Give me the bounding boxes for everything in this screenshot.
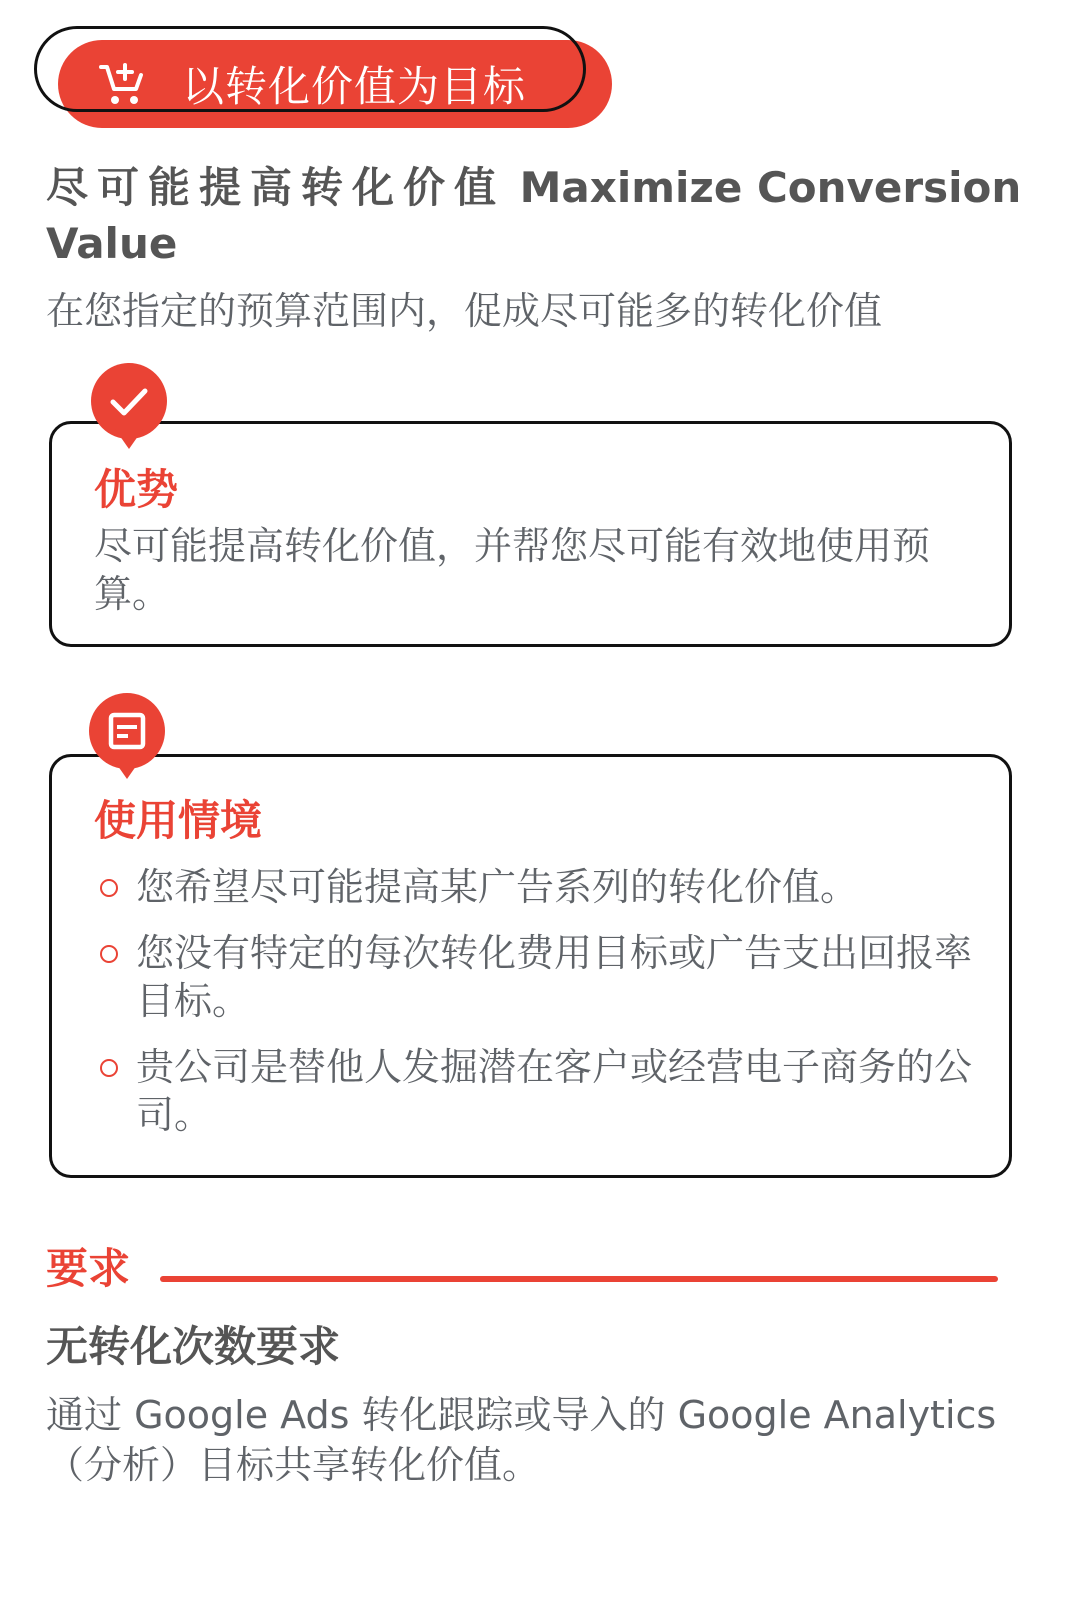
advantages-card <box>49 421 1012 647</box>
list-item <box>94 1043 974 1139</box>
shopping-cart-add-icon <box>98 61 144 107</box>
goal-badge <box>34 26 614 130</box>
requirements-body: 通过 Google Ads 转化跟踪或导入的 Google Analytics（分析）目标共享转化价值。 <box>46 1393 997 1487</box>
checkmark-icon <box>91 363 167 453</box>
bullet-ring-icon <box>100 1059 118 1077</box>
badge-content <box>98 40 526 128</box>
page-title-en: Maximize Conversion Value <box>46 163 1022 268</box>
use-cases-list <box>94 863 974 1157</box>
badge-label: 以转化价值为目标 <box>182 62 527 111</box>
page-title-cjk: 尽可能提高转化价值 <box>46 163 506 212</box>
list-item <box>94 863 974 911</box>
page-title <box>46 160 1046 272</box>
bullet-ring-icon <box>100 879 118 897</box>
list-item-text: 您希望尽可能提高某广告系列的转化价值。 <box>136 865 859 909</box>
use-cases-heading: 使用情境 <box>94 796 263 845</box>
page-subtitle: 在您指定的预算范围内，促成尽可能多的转化价值 <box>46 289 883 333</box>
advantages-heading: 优势 <box>94 465 179 514</box>
document-icon <box>89 693 165 783</box>
bullet-ring-icon <box>100 945 118 963</box>
list-item-text: 贵公司是替他人发掘潜在客户或经营电子商务的公司。 <box>136 1045 973 1137</box>
list-item <box>94 929 974 1025</box>
use-cases-card <box>49 754 1012 1178</box>
list-item-text: 您没有特定的每次转化费用目标或广告支出回报率目标。 <box>136 931 973 1023</box>
requirements-title: 无转化次数要求 <box>46 1322 341 1371</box>
section-divider <box>160 1276 998 1282</box>
advantages-body: 尽可能提高转化价值，并帮您尽可能有效地使用预算。 <box>94 524 931 616</box>
requirements-heading: 要求 <box>46 1244 131 1293</box>
